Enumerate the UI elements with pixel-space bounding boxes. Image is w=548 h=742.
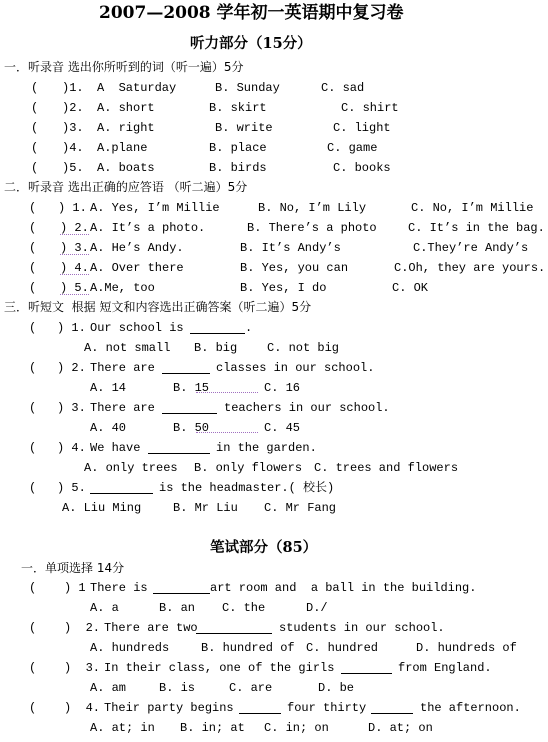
answer-blank xyxy=(162,363,210,374)
answer-blank xyxy=(196,623,272,634)
answer-blank xyxy=(148,443,210,454)
answer-blank xyxy=(162,403,217,414)
written-section-1-heading: 一．单项选择 14分 xyxy=(21,561,125,575)
listening-heading: 听力部分（15分） xyxy=(190,35,312,52)
answer-blank xyxy=(371,703,413,714)
answer-blank xyxy=(341,663,392,674)
section-1-heading: 一．听录音 选出你所听到的词（听一遍）5分 xyxy=(4,60,244,74)
answer-blank xyxy=(153,583,210,594)
answer-blank xyxy=(239,703,281,714)
written-heading: 笔试部分（85） xyxy=(210,539,318,556)
answer-blank xyxy=(90,483,153,494)
answer-blank xyxy=(190,323,245,334)
section-3-heading: 三．听短文 根据 短文和内容选出正确答案（听二遍）5分 xyxy=(4,300,312,314)
document-title: 2007—2008 学年初一英语期中复习卷 xyxy=(99,3,404,23)
section-2-heading: 二．听录音 选出正确的应答语 （听二遍）5分 xyxy=(4,180,248,194)
